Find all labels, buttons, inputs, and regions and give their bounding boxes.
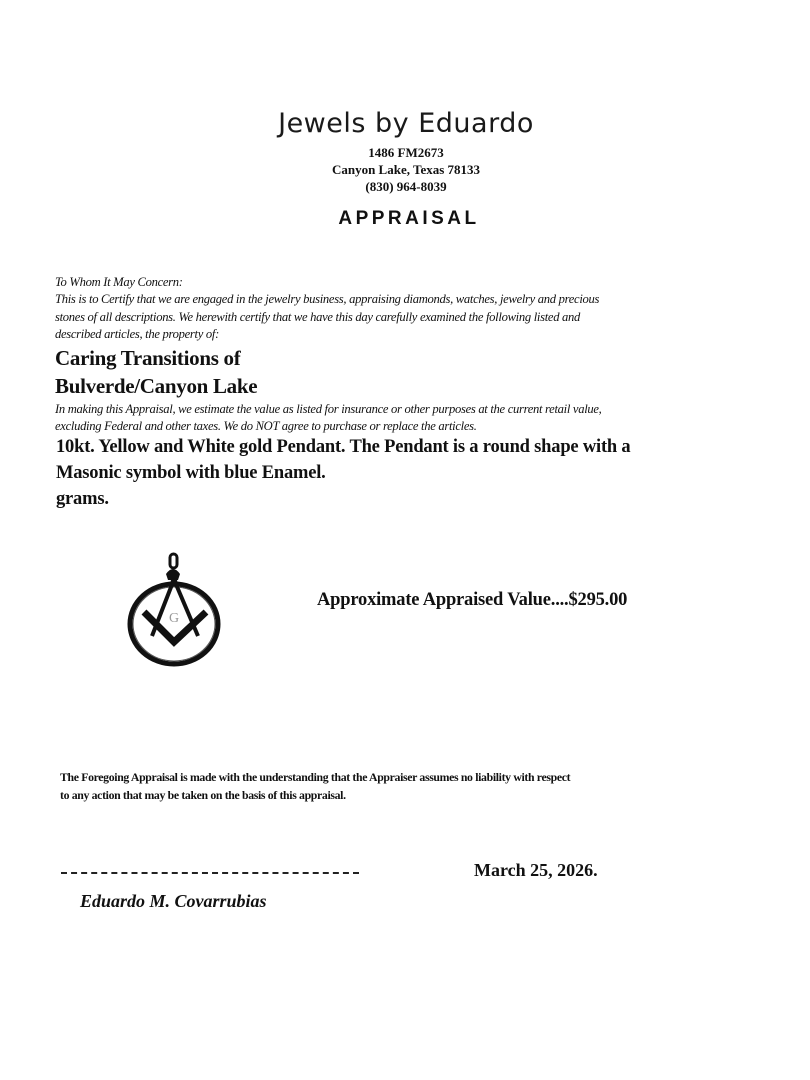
address-line-2: Canyon Lake, Texas 78133 <box>331 162 481 177</box>
business-name: Jewels by Eduardo <box>278 108 534 139</box>
signer-name: Eduardo M. Covarrubias <box>80 891 267 911</box>
masonic-pendant-icon <box>122 552 230 668</box>
address-line-1: 1486 FM2673 <box>368 145 444 160</box>
disclaimer-line: to any action that may be taken on the basis of this appraisal. <box>60 788 346 802</box>
certify-text-line: described articles, the property of: <box>55 327 219 341</box>
appraisal-date: March 25, 2026. <box>474 860 598 880</box>
salutation: To Whom It May Concern: <box>55 275 183 289</box>
item-description-line: 10kt. Yellow and White gold Pendant. The Pendant is a round shape with a <box>56 437 631 457</box>
item-description-line: Masonic symbol with blue Enamel. <box>56 463 326 483</box>
estimate-text-line: In making this Appraisal, we estimate the value as listed for insurance or other purposes at the current retail value, <box>55 402 602 416</box>
estimate-text-line: excluding Federal and other taxes. We do NOT agree to purchase or replace the articles. <box>55 419 477 433</box>
item-weight-line: grams. <box>56 489 109 509</box>
appraised-value: Approximate Appraised Value....$295.00 <box>317 590 628 610</box>
certify-text-line: This is to Certify that we are engaged in the jewelry business, appraising diamonds, watches, jewelry and precious <box>55 292 600 306</box>
property-owner-line: Caring Transitions of <box>55 346 241 370</box>
svg-text:G: G <box>168 611 180 626</box>
property-owner-line: Bulverde/Canyon Lake <box>55 374 258 398</box>
disclaimer-line: The Foregoing Appraisal is made with the understanding that the Appraiser assumes no liability with respect <box>60 770 571 784</box>
certify-text-line: stones of all descriptions. We herewith certify that we have this day carefully examined the following listed and <box>55 310 581 324</box>
phone-number: (830) 964-8039 <box>365 179 447 194</box>
signature-line <box>61 872 359 874</box>
document-title: APPRAISAL <box>338 208 480 229</box>
